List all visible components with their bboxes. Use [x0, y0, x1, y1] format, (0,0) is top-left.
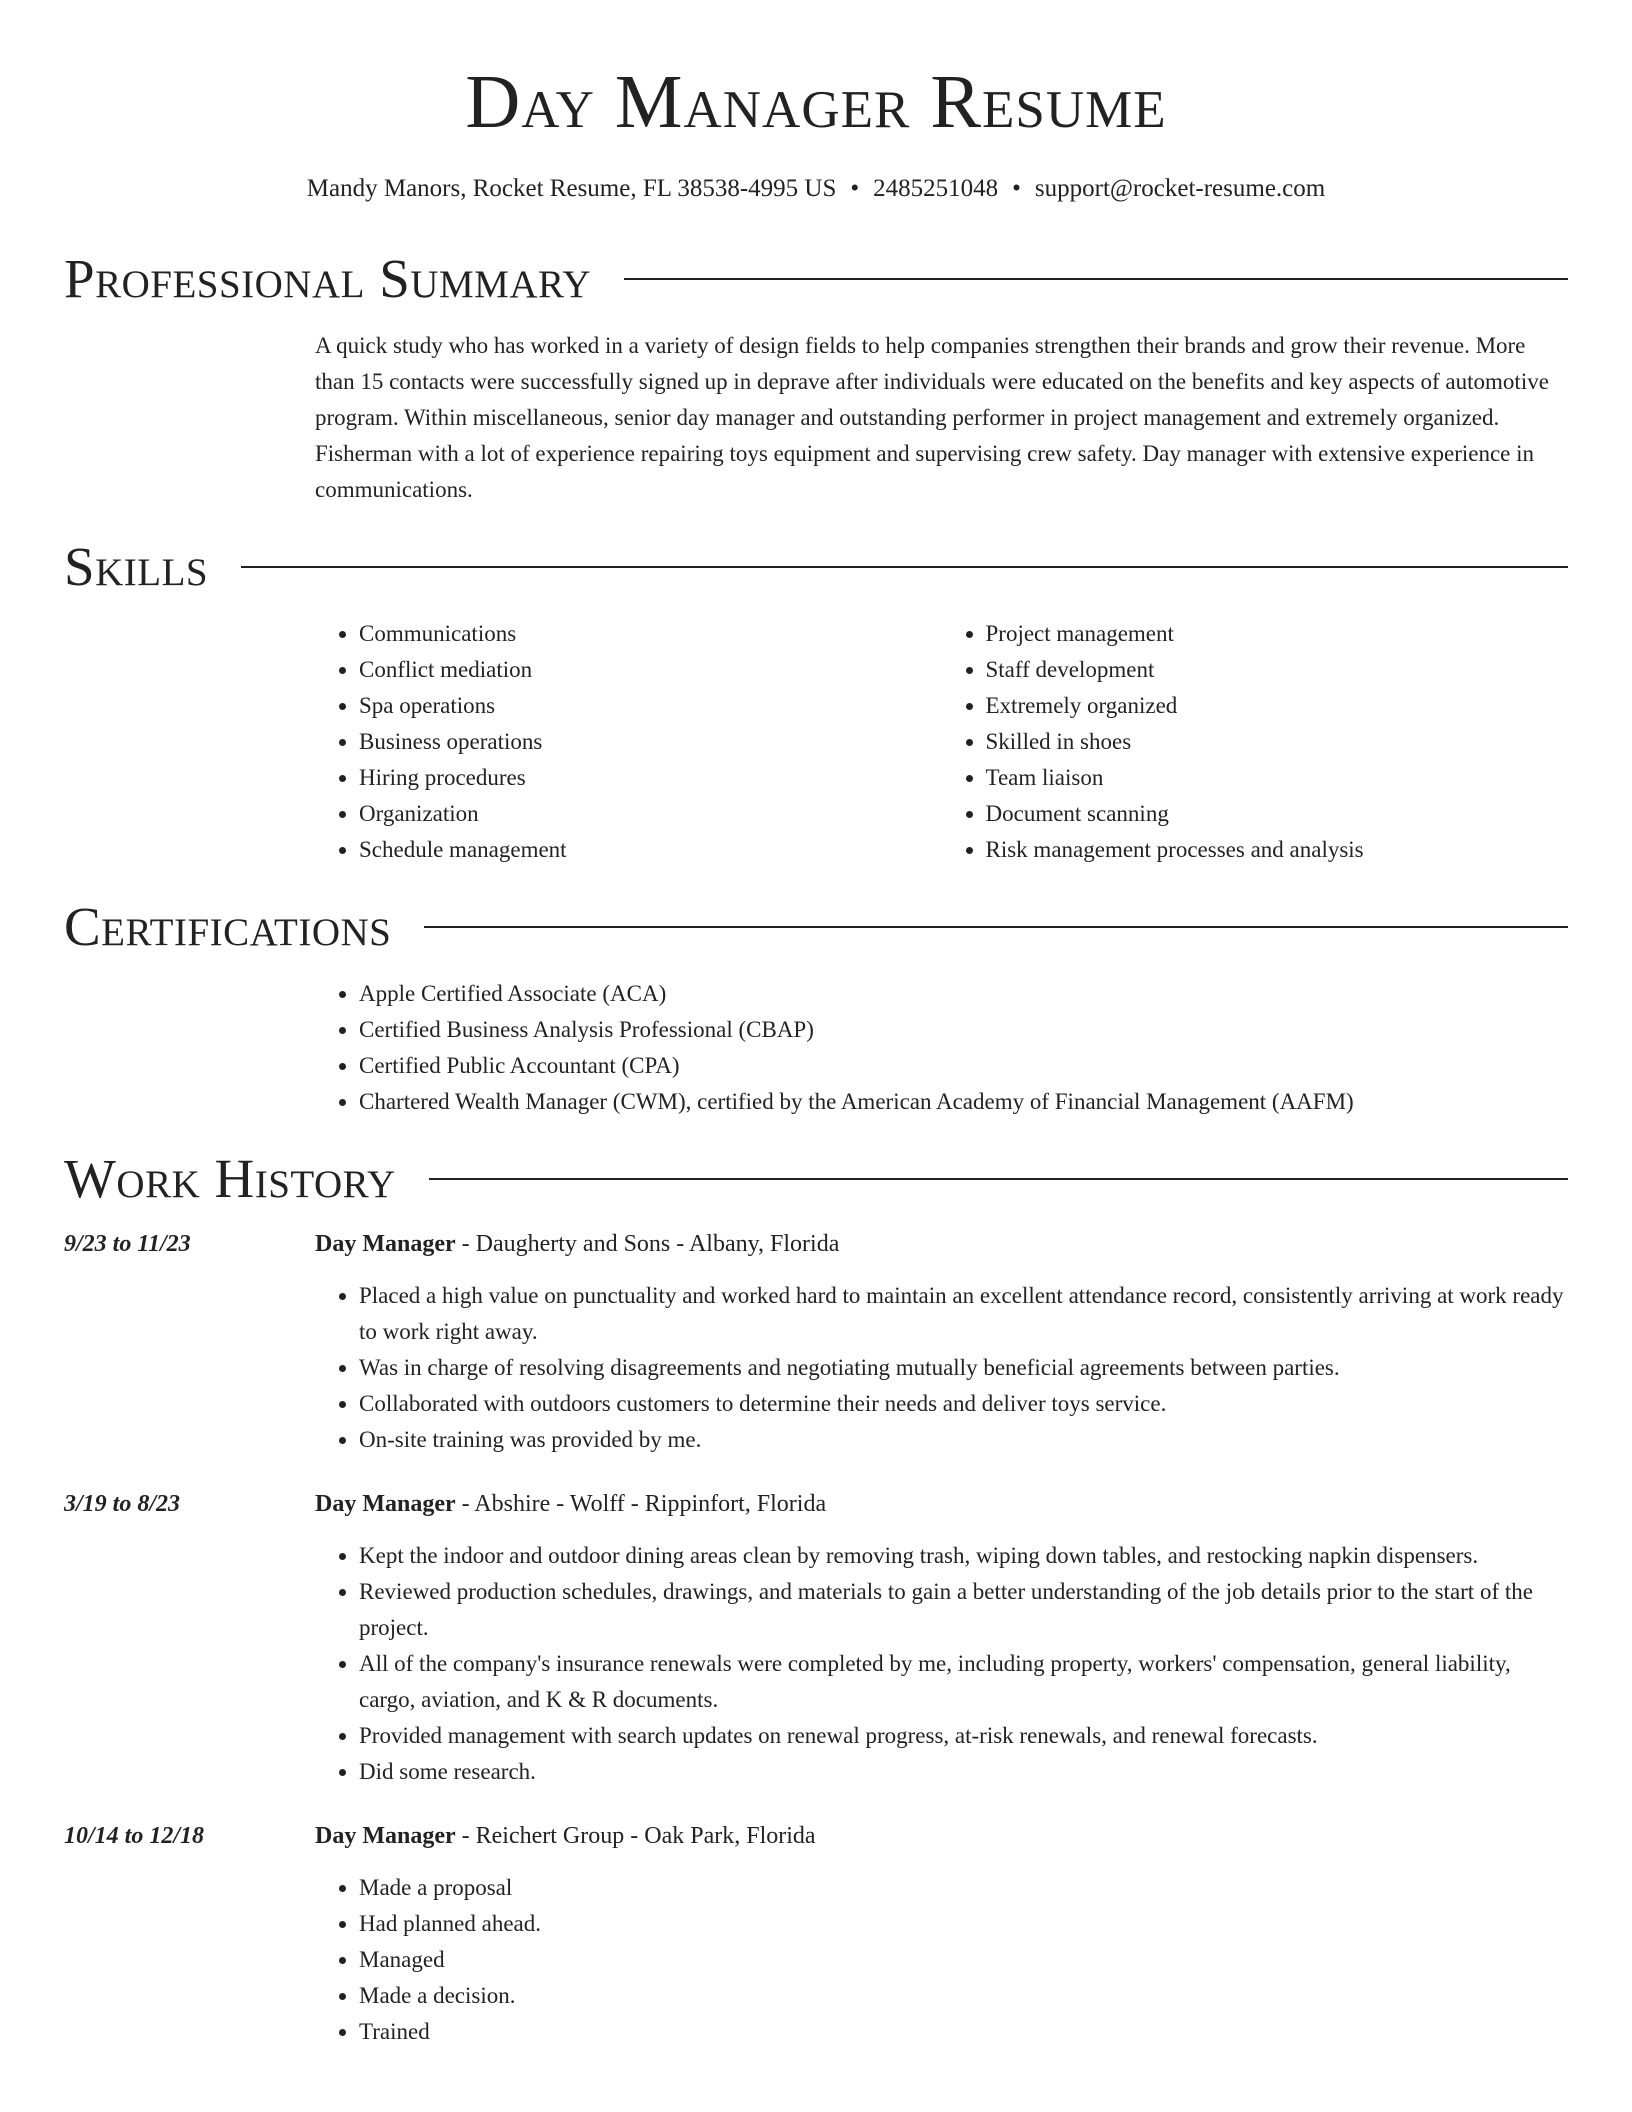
certification-item: • Apple Certified Associate (ACA): [359, 976, 1568, 1012]
summary-section: [315, 328, 1568, 508]
certification-item: • Chartered Wealth Manager (CWM), certified by the American Academy of Financial Management (AAFM): [359, 1084, 1568, 1120]
job-bullet-list: [315, 1870, 1568, 2050]
job-company-location: - Reichert Group - Oak Park, Florida: [455, 1823, 816, 1849]
job-heading: [315, 1228, 1568, 1260]
job-dates: 9/23 to 11/23: [64, 1231, 191, 1257]
skill-item: • Organization: [359, 796, 942, 832]
job-bullet: • All of the company's insurance renewals were completed by me, including property, workers' compensation, general liability, cargo, aviation, and K & R documents.: [359, 1646, 1568, 1718]
resume-page: [64, 0, 1568, 2050]
skill-item: • Schedule management: [359, 832, 942, 868]
section-divider: [241, 566, 1568, 568]
job-entry: [64, 1820, 1568, 2050]
skill-item: • Team liaison: [986, 760, 1569, 796]
summary-heading: Professional Summary: [64, 247, 592, 309]
job-title: Day Manager: [315, 1823, 456, 1849]
job-company-location: - Abshire - Wolff - Rippinfort, Florida: [455, 1491, 827, 1517]
certifications-section-header: [64, 896, 1568, 956]
job-bullet: • Did some research.: [359, 1754, 1568, 1790]
contact-email: support@rocket-resume.com: [1034, 175, 1326, 202]
section-divider: [424, 926, 1568, 928]
job-bullet: • Had planned ahead.: [359, 1906, 1568, 1942]
certification-item: • Certified Business Analysis Professional (CBAP): [359, 1012, 1568, 1048]
summary-text: A quick study who has worked in a variety of design fields to help companies strengthen their brands and grow their revenue. More than 15 contacts were successfully signed up in deprave after individuals were educated on the benefits and key aspects of automotive program. Within miscellaneous, senior day manager and outstanding performer in project management and extremely organized. Fisherman with a lot of experience repairing toys equipment and supervising crew safety. Day manager with extensive experience in communications.: [315, 333, 1549, 502]
certification-item: • Certified Public Accountant (CPA): [359, 1048, 1568, 1084]
skills-list-left: [315, 616, 942, 868]
certifications-section: [315, 976, 1568, 1120]
skill-item: • Spa operations: [359, 688, 942, 724]
job-bullet: • Placed a high value on punctuality and worked hard to maintain an excellent attendance record, consistently arriving at work ready to work right away.: [359, 1278, 1568, 1350]
work-history-heading: Work History: [64, 1147, 396, 1209]
skill-item: • Extremely organized: [986, 688, 1569, 724]
job-heading: [315, 1820, 1568, 1852]
job-bullet: • Collaborated with outdoors customers to determine their needs and deliver toys service.: [359, 1386, 1568, 1422]
skill-item: • Conflict mediation: [359, 652, 942, 688]
skills-heading: Skills: [64, 535, 209, 597]
certifications-list: [315, 976, 1568, 1120]
page-title: Day Manager Resume: [465, 60, 1167, 144]
skill-item: • Staff development: [986, 652, 1569, 688]
skill-item: • Risk management processes and analysis: [986, 832, 1569, 868]
skills-list-right: [942, 616, 1569, 868]
contact-address: Mandy Manors, Rocket Resume, FL 38538-4995 US: [306, 175, 837, 202]
job-details: [315, 1488, 1568, 1790]
job-title: Day Manager: [315, 1231, 456, 1257]
job-bullet: • Provided management with search updates on renewal progress, at-risk renewals, and renewal forecasts.: [359, 1718, 1568, 1754]
job-bullet: • Reviewed production schedules, drawings, and materials to gain a better understanding of the job details prior to the start of the project.: [359, 1574, 1568, 1646]
job-entry: [64, 1488, 1568, 1790]
skill-item: • Project management: [986, 616, 1569, 652]
job-details: [315, 1228, 1568, 1458]
summary-section-header: [64, 248, 1568, 308]
skill-item: • Hiring procedures: [359, 760, 942, 796]
skill-item: • Communications: [359, 616, 942, 652]
job-bullet: • Trained: [359, 2014, 1568, 2050]
job-entry: [64, 1228, 1568, 1458]
contact-phone: 2485251048: [873, 175, 999, 202]
section-divider: [624, 278, 1568, 280]
skill-item: • Skilled in shoes: [986, 724, 1569, 760]
job-bullet: • Kept the indoor and outdoor dining areas clean by removing trash, wiping down tables, and restocking napkin dispensers.: [359, 1538, 1568, 1574]
job-heading: [315, 1488, 1568, 1520]
skill-item: • Document scanning: [986, 796, 1569, 832]
job-dates: 10/14 to 12/18: [64, 1823, 205, 1849]
skill-item: • Business operations: [359, 724, 942, 760]
contact-separator: •: [850, 175, 860, 202]
job-bullet: • On-site training was provided by me.: [359, 1422, 1568, 1458]
job-title: Day Manager: [315, 1491, 456, 1517]
contact-line: [64, 174, 1568, 204]
skills-section: [315, 616, 1568, 868]
contact-separator: •: [1012, 175, 1021, 202]
job-bullet-list: [315, 1278, 1568, 1458]
skills-grid: [315, 616, 1568, 868]
job-bullet: • Managed: [359, 1942, 1568, 1978]
job-details: [315, 1820, 1568, 2050]
job-bullet: • Made a proposal: [359, 1870, 1568, 1906]
section-divider: [429, 1178, 1568, 1180]
job-dates: 3/19 to 8/23: [64, 1491, 181, 1517]
certifications-heading: Certifications: [64, 895, 392, 957]
job-bullet-list: [315, 1538, 1568, 1790]
job-bullet: • Was in charge of resolving disagreements and negotiating mutually beneficial agreements between parties.: [359, 1350, 1568, 1386]
job-company-location: - Daugherty and Sons - Albany, Florida: [455, 1231, 840, 1257]
job-bullet: • Made a decision.: [359, 1978, 1568, 2014]
skills-section-header: [64, 536, 1568, 596]
work-history-section-header: [64, 1148, 1568, 1208]
